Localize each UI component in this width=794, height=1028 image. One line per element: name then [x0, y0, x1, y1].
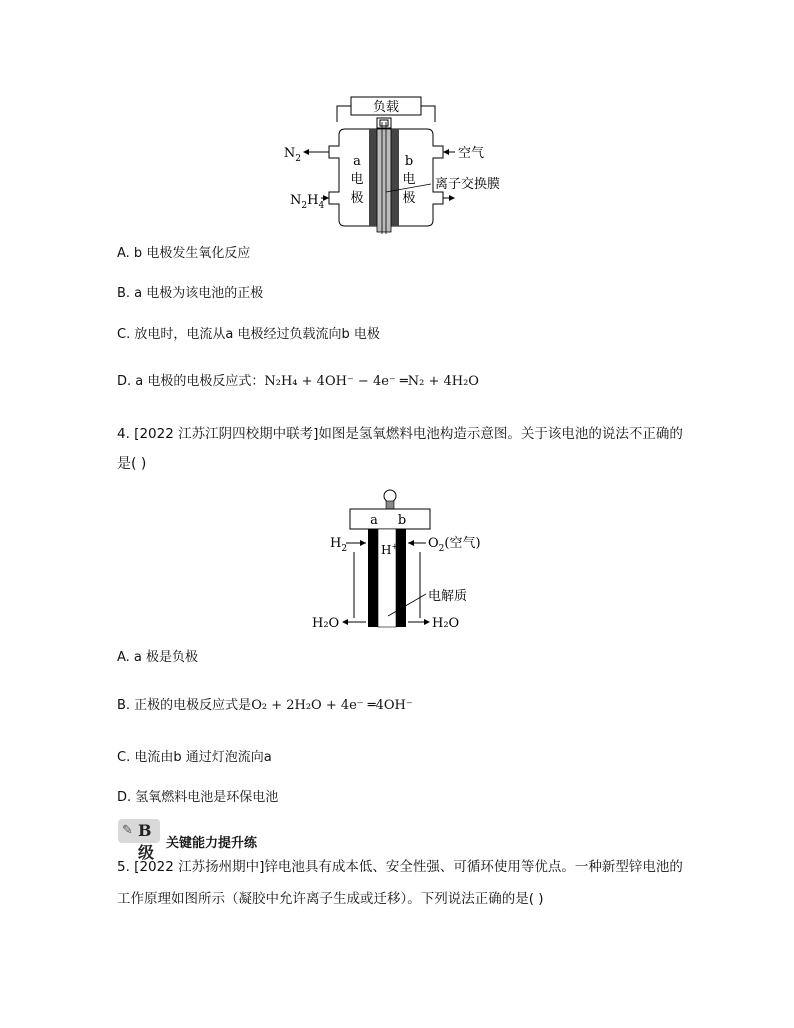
- label-air: 空气: [458, 146, 485, 161]
- label-b-dian: 电: [402, 172, 416, 187]
- label-a2: a: [370, 513, 378, 528]
- bulb-icon: [384, 490, 396, 502]
- label-a-ji: 极: [350, 191, 364, 206]
- q3-option-b: B. a 电极为该电池的正极: [117, 286, 264, 301]
- label-membrane: 离子交换膜: [435, 177, 501, 192]
- electrode-a2: [368, 529, 378, 627]
- q4-option-c: C. 电流由b 通过灯泡流向a: [117, 750, 272, 765]
- figure-hydrazine-cell: [285, 92, 525, 237]
- label-hplus: H+: [381, 542, 399, 557]
- label-n2: $N_2$: [283, 146, 301, 164]
- q5-stem-line2: 工作原理如图所示（凝胶中允许离子生成或迁移）。下列说法正确的是( ): [117, 891, 544, 907]
- q5-stem-line1: 5. [2022 江苏扬州期中]锌电池具有成本低、安全性强、可循环使用等优点。一种新型锌电池的: [117, 859, 683, 875]
- q4-option-b-prefix: B. 正极的电极反应式是: [117, 698, 252, 713]
- q4-option-a: A. a 极是负极: [117, 650, 199, 665]
- ion-membrane: [377, 129, 391, 232]
- q3-option-d-equation: N₂H₄ + 4OH⁻ − 4e⁻ ═N₂ + 4H₂O: [264, 374, 479, 389]
- q3-option-c: C. 放电时，电流从a 电极经过负载流向b 电极: [117, 327, 380, 342]
- label-b2: b: [397, 513, 407, 528]
- q4-option-b: [117, 697, 413, 715]
- label-b: b: [404, 154, 414, 169]
- label-h2o-left: H₂O: [312, 616, 340, 631]
- label-h2: $H_2$: [330, 536, 348, 554]
- label-n2h4: $N_2H_4$: [290, 193, 325, 211]
- section-title: 关键能力提升练: [166, 836, 258, 851]
- section-badge: [118, 819, 160, 862]
- label-a-dian: 电: [350, 172, 364, 187]
- q3-option-d-prefix: D. a 电极的电极反应式：: [117, 374, 265, 389]
- label-electrolyte: 电解质: [428, 589, 468, 604]
- q3-option-a: A. b 电极发生氧化反应: [117, 246, 251, 261]
- section-badge-label: B 级: [138, 821, 155, 862]
- label-b-ji: 极: [402, 191, 416, 206]
- figure-h2-o2-cell: [310, 486, 490, 636]
- q4-option-b-equation: O₂ + 2H₂O + 4e⁻ ═4OH⁻: [251, 698, 413, 713]
- load-label: 负载: [372, 100, 400, 115]
- electrode-b: [391, 129, 399, 226]
- pencil-icon: ✎: [122, 823, 133, 838]
- q4-option-d: D. 氢氧燃料电池是环保电池: [117, 790, 279, 805]
- q4-stem-line2: 是( ): [117, 456, 147, 472]
- electrode-a: [369, 129, 377, 226]
- label-h2o-right: H₂O: [432, 616, 460, 631]
- label-a: a: [353, 154, 361, 169]
- label-o2-air: $O_2$(空气): [428, 536, 481, 554]
- q4-stem-line1: 4. [2022 江苏江阴四校期中联考]如图是氢氧燃料电池构造示意图。关于该电池的说法不正确的: [117, 426, 683, 442]
- q3-option-d: [117, 373, 479, 391]
